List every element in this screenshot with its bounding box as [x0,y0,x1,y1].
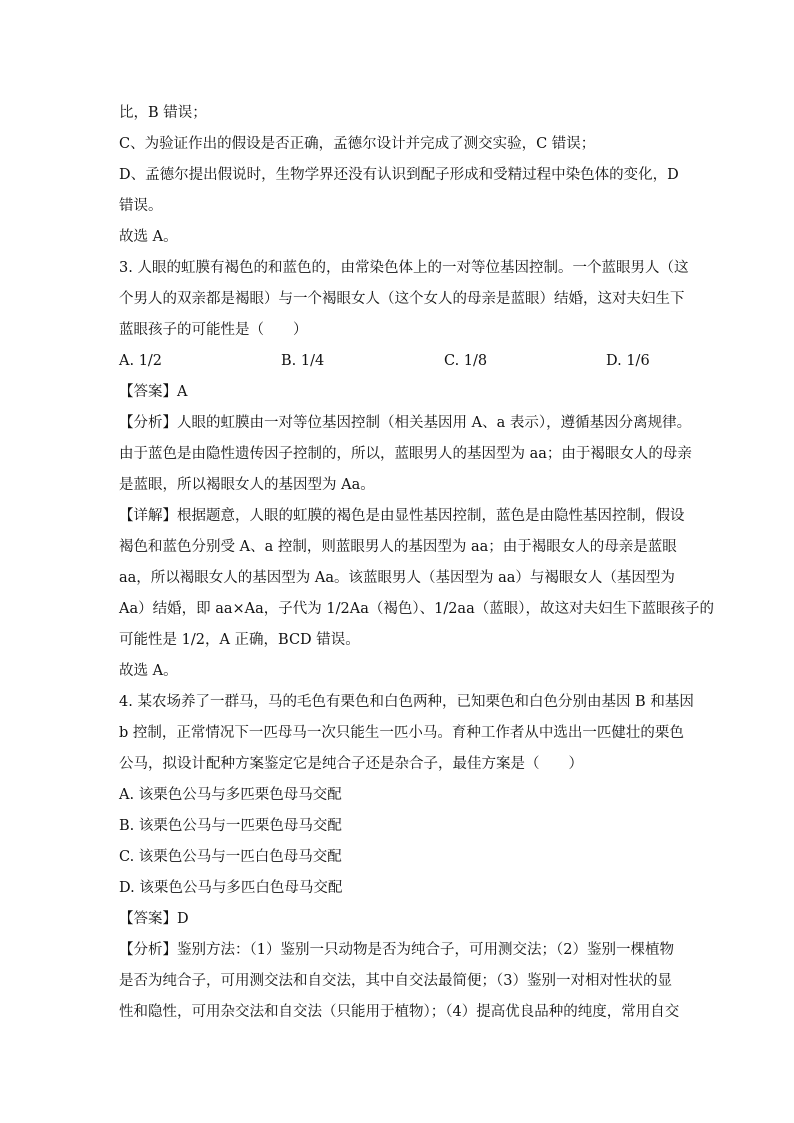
option-c: C. 该栗色公马与一匹白色母马交配 [119,849,342,865]
analysis-line: 【分析】鉴别方法：（1）鉴别一只动物是否为纯合子，可用测交法；（2）鉴别一棵植物 [119,942,674,958]
option-d: D. 1/6 [606,353,650,369]
option-a: A. 1/2 [119,353,163,369]
detail-line: Aa）结婚，即 aa×Aa，子代为 1/2Aa（褐色）、1/2aa（蓝眼），故这对夫妇生下蓝眼孩子的 [119,601,714,617]
question-stem: 4. 某农场养了一群马，马的毛色有栗色和白色两种，已知栗色和白色分别由基因 B 和基因 [119,694,694,710]
text-line: D、孟德尔提出假说时，生物学界还没有认识到配子形成和受精过程中染色体的变化，D [119,167,679,183]
text-line: 故选 A。 [119,229,178,245]
option-a: A. 该栗色公马与多匹栗色母马交配 [119,787,342,803]
analysis-line: 是否为纯合子，可用测交法和自交法，其中自交法最简便；（3）鉴别一对相对性状的显 [119,973,672,989]
answer-label: 【答案】A [119,384,188,400]
option-b: B. 该栗色公马与一匹栗色母马交配 [119,818,342,834]
text-line: 比，B 错误； [119,105,207,121]
question-stem: b 控制，正常情况下一匹母马一次只能生一匹小马。育种工作者从中选出一匹健壮的栗色 [119,725,684,741]
question-stem: 公马，拟设计配种方案鉴定它是纯合子还是杂合子，最佳方案是（ ） [119,756,583,772]
question-stem: 个男人的双亲都是褐眼）与一个褐眼女人（这个女人的母亲是蓝眼）结婚，这对夫妇生下 [119,291,685,307]
option-c: C. 1/8 [444,353,488,369]
analysis-line: 【分析】人眼的虹膜由一对等位基因控制（相关基因用 A、a 表示），遵循基因分离规律。 [119,415,692,431]
question-stem: 蓝眼孩子的可能性是（ ） [119,322,308,338]
detail-line: 褐色和蓝色分别受 A、a 控制，则蓝眼男人的基因型为 aa；由于褐眼女人的母亲是蓝眼 [119,539,677,555]
answer-label: 【答案】D [119,911,189,927]
analysis-line: 是蓝眼，所以褐眼女人的基因型为 Aa。 [119,477,375,493]
question-stem: 3. 人眼的虹膜有褐色的和蓝色的，由常染色体上的一对等位基因控制。一个蓝眼男人（这 [119,260,689,276]
option-d: D. 该栗色公马与多匹白色母马交配 [119,880,343,896]
option-b: B. 1/4 [281,353,325,369]
detail-line: aa，所以褐眼女人的基因型为 Aa。该蓝眼男人（基因型为 aa）与褐眼女人（基因型为 [119,570,675,586]
detail-line: 【详解】根据题意，人眼的虹膜的褐色是由显性基因控制，蓝色是由隐性基因控制，假设 [119,508,685,524]
analysis-line: 性和隐性，可用杂交法和自交法（只能用于植物）；（4）提高优良品种的纯度，常用自交 [119,1004,680,1020]
text-line: C、为验证作出的假设是否正确，孟德尔设计并完成了测交实验，C 错误； [119,136,596,152]
text-line: 错误。 [119,198,163,214]
detail-line: 可能性是 1/2，A 正确，BCD 错误。 [119,632,360,648]
conclusion-line: 故选 A。 [119,663,178,679]
analysis-line: 由于蓝色是由隐性遗传因子控制的，所以，蓝眼男人的基因型为 aa；由于褐眼女人的母亲 [119,446,692,462]
